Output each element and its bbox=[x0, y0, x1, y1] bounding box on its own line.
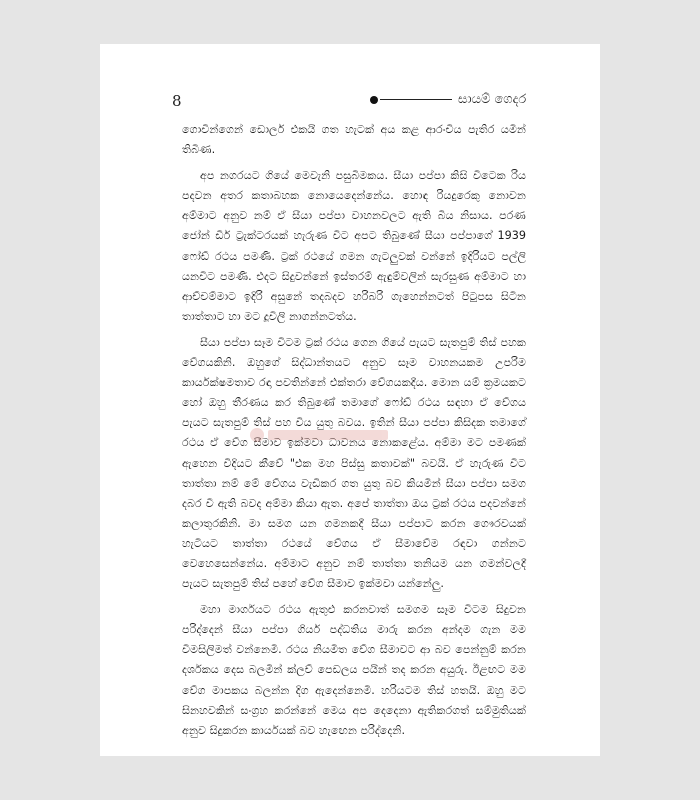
paragraph-3: සීයා පප්පා සෑම විටම ට්‍රක් රථය ගෙන ගියේ පැයට සැතපුම් තිස් පහක වේගයකිනි. ඔහුගේ සිද්ධාන්තයට අනුව සෑම වාහනයකම උපරිම කාර්යක්ෂමතාව රඳා පවතින්නේ එක්තරා වේගයකදීය. මොන යම් ක්‍රමයකට හෝ ඔහු තීරණය කර තිබුණේ තමාගේ ෆෝඩ් රථය සඳහා ඒ වේගය පැයට සැතපුම් තිස් පහ විය යුතු බවය. ඉතින් සීයා පප්පා කිසිදක තමාගේ රථය ඒ වේග සීමාව ඉක්මවා ධාවනය නොකළේය. අම්මා මට පමණක් ඇහෙන විදියට කීවේ "එක මහ පිස්සු කතාවක්" බවයි. ඒ හැරුණ විට තාත්තා නම් මේ වේගය වැඩිකර ගත යුතු බව කියමින් සීයා පප්පා සමග දබර වී ඇති බවද අම්මා කියා ඇත. අපේ තාත්තා ඔය ට්‍රක් රථය පදවන්නේ කලාතුරකිනි. මා සමග යන ගමනකදී සීයා පප්පාට කරන ගෞරවයක් හැටියට තාත්තා රථයේ වේගය ඒ සීමාවේම රඳවා ගන්නට වෙහෙසෙන්නේය. අම්මාට අනුව නම් තාත්තා තනියම යන ගමන්වලදී පැයට සැතපුම් තිස් පහේ වේග සීමාව ඉක්මවා යන්නේලු. bbox=[182, 335, 526, 591]
bullet-dot-icon bbox=[370, 96, 378, 104]
book-page bbox=[100, 44, 600, 756]
running-head bbox=[370, 92, 526, 107]
page-number: 8 bbox=[172, 92, 182, 110]
paragraph-1: ගොවීන්ගෙන් ඩොලර් එකයි ගත හැටක් අය කළ ආරංචිය පැතිර යමින් තිබිණ. bbox=[182, 123, 526, 157]
watermark-logo bbox=[250, 424, 450, 446]
paragraph-4: මහා මාර්ගයට රථය ඇතුළු කරනවාත් සමගම සෑම විටම සිදුවන පරිද්දෙන් සීයා පප්පා ගියර් පද්ධතිය මාරු කරන අන්දම ගැන මම විමසිලිමත් වන්නෙමි. රථය නියමිත වේග සීමාවට ආ බව පෙන්නුම් කරන දර්ශකය දෙස බලමින් ක්ලච් පෙඩලය පයින් තද කරන අයුරු. ඊළඟට මම වේග මාපකය බලන්න දිග ඇදෙන්නෙමි. හරියටම තිස් හතයි. ඔහු මට සිනහවකින් සංග්‍රහ කරන්නේ මෙය අප දෙදෙනා ඇතිකරගත් සම්මුතියක් අනුව සිදුකරන කාර්යයක් බව හැඟෙන පරිද්දෙනි. bbox=[182, 603, 526, 737]
watermark-bar bbox=[268, 430, 388, 440]
watermark-mark-icon bbox=[250, 428, 264, 442]
header-rule bbox=[380, 99, 452, 100]
paragraph-2: අප නගරයට ගියේ මෙවැනි පසුබිමකය. සීයා පප්පා කිසි විටෙක රිය පදවන අතර කතාබහක නොයෙදෙන්නේය. හොඳ රියදුරෙකු නොවන අම්මාට අනුව නම් ඒ සීයා පප්පා වාහනවලට ඇති බිය නිසාය. පරණ ජෝන් ඩීර් ට්‍රැක්ටරයක් හැරුණ විට අපට තිබුණේ සීයා පප්පාගේ 1939 ෆෝඩ් රථය පමණි. ට්‍රක් රථයේ ගමන ගැටලුවක් වන්නේ ඉදිරියට පල්ලි යනවිට පමණි. එදට සිදුවන්නේ ඉස්තරම් ඇඳුම්වලින් සැරසුණ අම්මාට හා ආච්චම්මාට ඉදිරි අසුනේ තදබදව හරිබරි ගැහෙන්නටත් පිටුපස සිටින තාත්තාට හා මට දූවිලි නාගන්නටත්ය. bbox=[182, 169, 526, 323]
running-title: සායම් ගෙදර bbox=[458, 92, 527, 107]
